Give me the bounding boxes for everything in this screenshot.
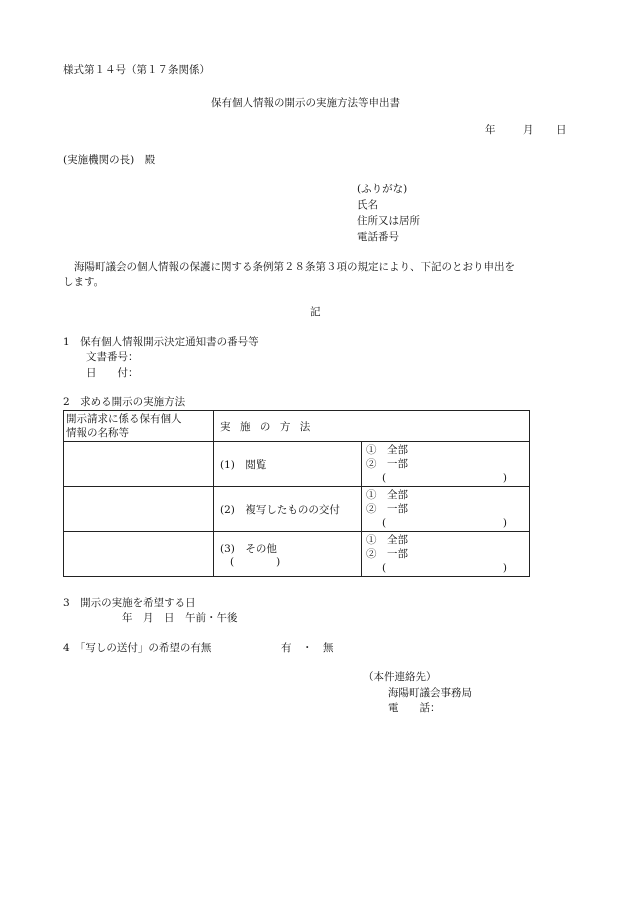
table-row bbox=[64, 532, 530, 577]
option-all[interactable]: ① 全部 bbox=[366, 489, 408, 501]
option-all[interactable]: ① 全部 bbox=[366, 444, 408, 456]
method-other-label: (3) その他 bbox=[220, 542, 277, 555]
applicant-furigana-label: (ふりがな) bbox=[357, 183, 408, 195]
option-note-open: ( bbox=[382, 472, 387, 484]
header-info-name bbox=[64, 411, 214, 442]
method-cell: (2) 複写したものの交付 bbox=[214, 487, 362, 532]
table-row bbox=[64, 487, 530, 532]
applicant-name-label: 氏名 bbox=[357, 199, 378, 211]
option-cell bbox=[362, 532, 530, 577]
option-cell bbox=[362, 487, 530, 532]
info-name-cell[interactable] bbox=[64, 532, 214, 577]
copy-delivery-choice[interactable]: 有 ・ 無 bbox=[281, 642, 334, 654]
option-note-open: ( bbox=[382, 517, 387, 529]
ki-heading: 記 bbox=[310, 306, 321, 318]
body-text-line-1: 海陽町議会の個人情報の保護に関する条例第２８条第３項の規定により、下記のとおり申出を bbox=[74, 261, 515, 273]
section-1-heading: 1 保有個人情報開示決定通知書の番号等 bbox=[63, 336, 259, 348]
method-other-open: ( bbox=[230, 555, 235, 568]
option-note-close: ) bbox=[502, 517, 507, 529]
contact-office: 海陽町議会事務局 bbox=[388, 687, 472, 699]
doc-date-label: 日 付： bbox=[86, 367, 139, 379]
info-name-cell[interactable] bbox=[64, 487, 214, 532]
option-cell bbox=[362, 442, 530, 487]
option-partial[interactable]: ② 一部 bbox=[366, 458, 408, 470]
option-note[interactable] bbox=[366, 561, 529, 575]
header-info-name-line-1: 開示請求に係る保有個人 bbox=[66, 413, 182, 425]
option-note-close: ) bbox=[502, 472, 507, 484]
table-row bbox=[64, 442, 530, 487]
option-all[interactable]: ① 全部 bbox=[366, 534, 408, 546]
body-text-line-2: します。 bbox=[63, 276, 105, 288]
header-method: 実施の方法 bbox=[214, 411, 530, 442]
disclosure-method-table bbox=[63, 410, 530, 577]
addressee: (実施機関の長) 殿 bbox=[63, 154, 156, 166]
method-other-note[interactable] bbox=[220, 556, 361, 568]
section-3-heading: 3 開示の実施を希望する日 bbox=[63, 597, 196, 609]
doc-number-label: 文書番号： bbox=[86, 351, 139, 363]
method-other-close: ) bbox=[276, 555, 281, 568]
option-note[interactable] bbox=[366, 516, 529, 530]
info-name-cell[interactable] bbox=[64, 442, 214, 487]
date-year-label: 年 bbox=[485, 124, 496, 136]
contact-phone-label: 電 話： bbox=[388, 702, 441, 714]
table-header-row bbox=[64, 411, 530, 442]
desired-date-line[interactable]: 年 月 日 午前・午後 bbox=[122, 612, 238, 624]
option-note[interactable] bbox=[366, 471, 529, 485]
option-partial[interactable]: ② 一部 bbox=[366, 503, 408, 515]
option-note-open: ( bbox=[382, 562, 387, 574]
contact-heading: （本件連絡先） bbox=[363, 671, 437, 683]
header-info-name-line-2: 情報の名称等 bbox=[66, 427, 129, 439]
date-day-label: 日 bbox=[556, 124, 567, 136]
method-cell bbox=[214, 532, 362, 577]
form-number: 様式第１４号（第１７条関係） bbox=[63, 64, 210, 76]
option-note-close: ) bbox=[502, 562, 507, 574]
method-cell: (1) 閲覧 bbox=[214, 442, 362, 487]
applicant-address-label: 住所又は居所 bbox=[357, 215, 420, 227]
applicant-phone-label: 電話番号 bbox=[357, 231, 399, 243]
option-partial[interactable]: ② 一部 bbox=[366, 548, 408, 560]
document-title: 保有個人情報の開示の実施方法等申出書 bbox=[211, 97, 400, 109]
section-4-heading: 4 「写しの送付」の希望の有無 bbox=[63, 642, 212, 654]
date-month-label: 月 bbox=[523, 124, 534, 136]
section-2-heading: 2 求める開示の実施方法 bbox=[63, 396, 186, 408]
